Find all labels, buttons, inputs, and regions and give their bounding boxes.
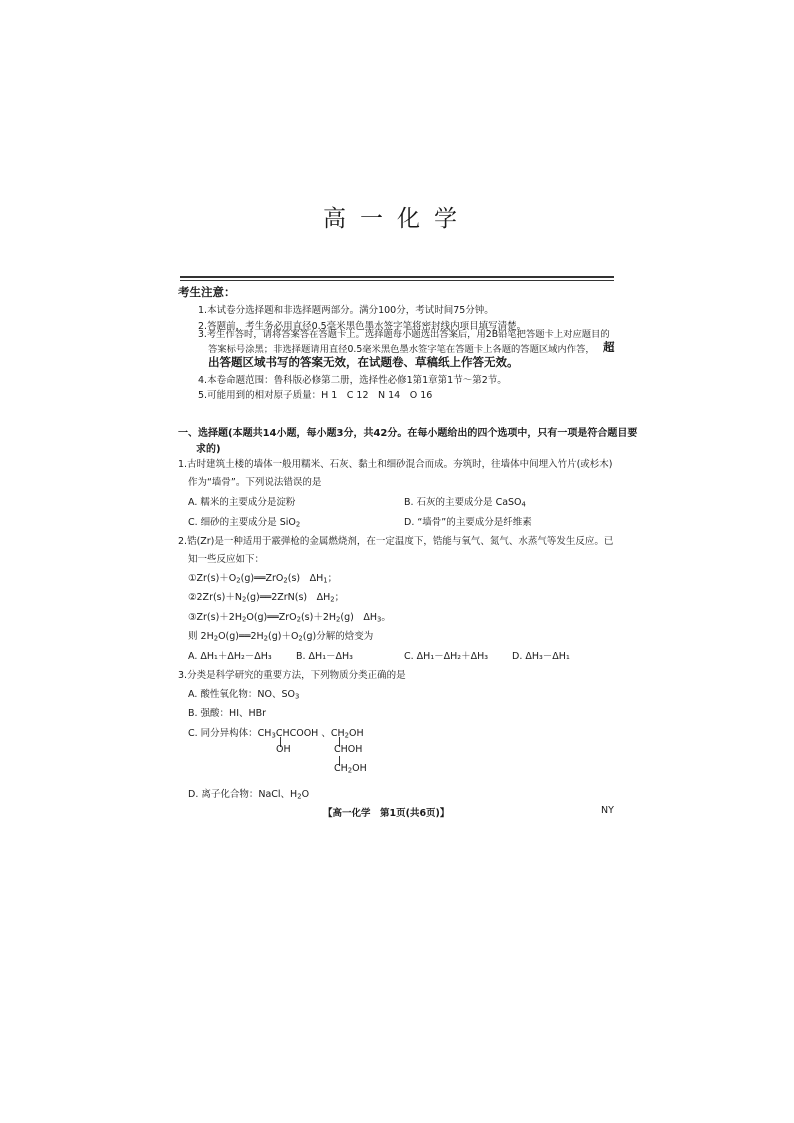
structure-oh: OH <box>276 744 291 755</box>
q1-option-d: D. “墙骨”的主要成分是纤维素 <box>404 517 532 528</box>
q3-option-a: A. 酸性氧化物：NO、$SO_3$ <box>188 689 300 701</box>
q3-stem: 3.分类是科学研究的重要方法，下列物质分类正确的是 <box>178 670 406 681</box>
section-1-heading: 一、选择题(本题共14小题，每小题3分，共42分。在每小题给出的四个选项中，只有一项是符合题目要 <box>178 428 638 439</box>
q2-question: 则 $2H_2O(g)══2H_2(g)+O_2(g)$分解的焓变为 <box>188 631 374 643</box>
page-title: 高一化学 <box>323 206 471 232</box>
notice-item-3-emph-start: 超 <box>603 340 615 354</box>
q2-stem-cont: 知一些反应如下： <box>188 554 265 565</box>
notice-item-1: 1.本试卷分选择题和非选择题两部分。满分100分，考试时间75分钟。 <box>198 305 494 316</box>
q1-option-a: A. 糯米的主要成分是淀粉 <box>188 497 296 508</box>
q3-option-b: B. 强酸：HI、HBr <box>188 708 267 719</box>
footer-code: NY <box>601 805 614 816</box>
q2-reaction-2: $②2Zr(s)+N_2(g)══2ZrN(s)$ $\Delta H_2$； <box>188 592 345 604</box>
q2-reaction-3: $③Zr(s)+2H_2O(g)══ZrO_2(s)+2H_2(g)$ $\Delta H_3$。 <box>188 612 391 624</box>
q2-stem: 2.锆(Zr)是一种适用于霰弹枪的金属燃烧剂，在一定温度下，锆能与氧气、氮气、水蒸气等发生反应。已 <box>178 536 614 547</box>
structure-choh: CHOH <box>334 744 363 755</box>
q2-option-d: D. ΔH₃－ΔH₁ <box>512 651 570 662</box>
q2-option-a: A. ΔH₁＋ΔH₂－ΔH₃ <box>188 651 272 662</box>
q1-option-c: C. 细砂的主要成分是 SiO$_2$ <box>188 517 301 529</box>
structure-ch2oh: $CH_2OH$ <box>334 763 367 775</box>
q1-option-b: B. 石灰的主要成分是 CaSO$_4$ <box>404 497 526 509</box>
notice-item-4: 4.本卷命题范围：鲁科版必修第二册，选择性必修1第1章第1节～第2节。 <box>198 375 507 386</box>
q2-option-b: B. ΔH₁－ΔH₃ <box>296 651 353 662</box>
q2-option-c: C. ΔH₁－ΔH₂＋ΔH₃ <box>404 651 489 662</box>
notice-heading: 考生注意： <box>178 285 236 299</box>
notice-item-2: 2.答题前，考生务必用直径0.5毫米黑色墨水签字笔将密封线内项目填写清楚。 <box>198 321 527 332</box>
q2-reaction-1: $①Zr(s)+O_2(g)══ZrO_2(s)$ $\Delta H_1$； <box>188 573 338 585</box>
notice-item-3-emph: 出答题区域书写的答案无效，在试题卷、草稿纸上作答无效。 <box>208 355 519 369</box>
header-rule-thick <box>180 276 614 278</box>
q3-option-c: C. 同分异构体：$CH_3CHCOOH$ 、$CH_2OH$ <box>188 728 364 740</box>
q1-stem: 1.古时建筑土楼的墙体一般用糯米、石灰、黏土和细砂混合而成。夯筑时，往墙体中间埋入竹片(或杉木) <box>178 459 613 470</box>
notice-item-3: 3.考生作答时，请将答案答在答题卡上。选择题每小题选出答案后，用2B铅笔把答题卡上对应题目的 <box>198 329 610 340</box>
notice-item-5: 5.可能用到的相对原子质量：H 1 C 12 N 14 O 16 <box>198 390 433 401</box>
q3-option-d: D. 离子化合物：NaCl、$H_2O$ <box>188 789 310 801</box>
notice-item-3-cont: 答案标号涂黑；非选择题请用直径0.5毫米黑色墨水签字笔在答题卡上各题的答题区域内作答， <box>208 344 595 355</box>
page-footer: 【高一化学 第1页(共6页)】 <box>323 808 450 819</box>
header-rule-thin <box>180 280 614 281</box>
q1-stem-cont: 作为“墙骨”。下列说法错误的是 <box>188 477 322 488</box>
section-1-heading-cont: 求的) <box>196 444 221 455</box>
